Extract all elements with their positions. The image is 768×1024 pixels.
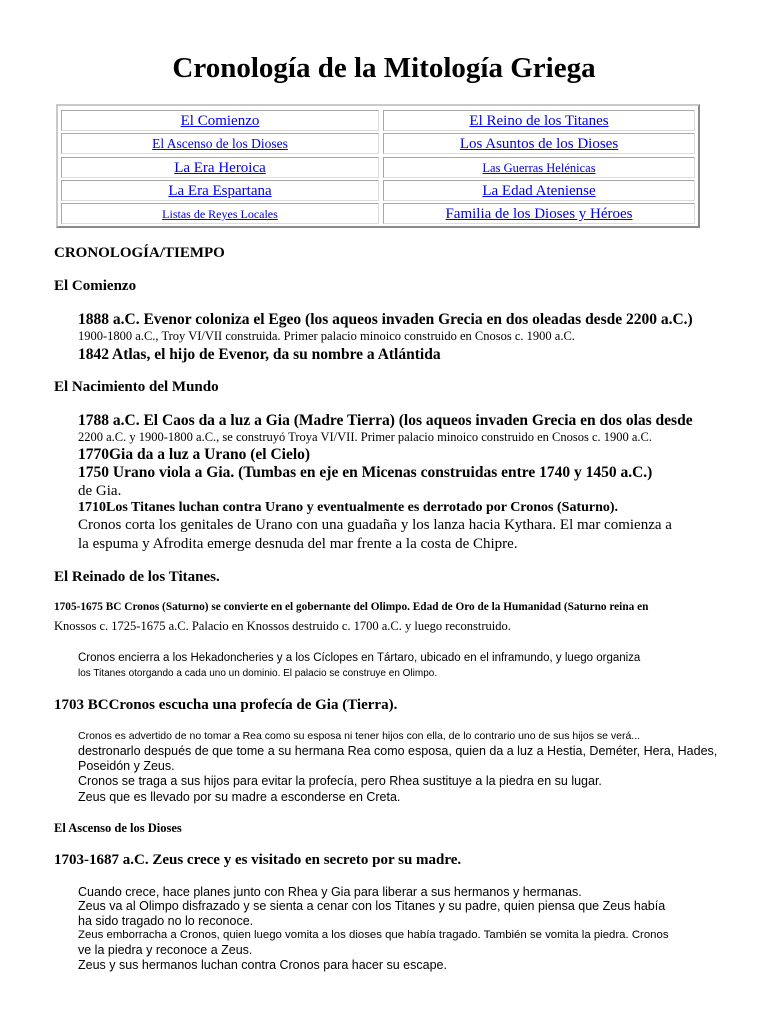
page-title: Cronología de la Mitología Griega [172, 52, 596, 84]
nav-cell [61, 203, 379, 224]
entry-tragado: ha sido tragado no lo reconoce. [78, 914, 254, 928]
entry-2200-note: 2200 a.C. y 1900-1800 a.C., se construyó Troya VI/VII. Primer palacio minoico construido en Cnosos c. 1900 a.C. [78, 430, 653, 444]
nav-link-asuntos-dioses[interactable]: Los Asuntos de los Dioses [459, 136, 619, 152]
entry-cuando-crece: Cuando crece, hace planes junto con Rhea y Gia para liberar a sus hermanos y hermanas. [78, 885, 582, 899]
entry-1703-1687: 1703-1687 a.C. Zeus crece y es visitado en secreto por su madre. [54, 852, 462, 868]
nav-cell [61, 157, 379, 178]
entry-cronos-traga: Cronos se traga a sus hijos para evitar la profecía, pero Rhea sustituye a la piedra en su lugar. [78, 774, 602, 788]
entry-zeus-creta: Zeus que es llevado por su madre a esconderse en Creta. [78, 790, 401, 804]
section-heading-reinado: El Reinado de los Titanes. [54, 569, 220, 585]
entry-de-gia: de Gia. [78, 483, 122, 499]
entry-afrodita: la espuma y Afrodita emerge desnuda del mar frente a la costa de Chipre. [78, 536, 518, 552]
entry-1750: 1750 Urano viola a Gia. (Tumbas en eje en Micenas construidas entre 1740 y 1450 a.C.) [78, 464, 653, 481]
entry-emborracha: Zeus emborracha a Cronos, quien luego vomita a los dioses que había tragado. También se vomita la piedra. Cronos [78, 929, 669, 941]
entry-ve-piedra: ve la piedra y reconoce a Zeus. [78, 943, 253, 957]
entry-cronos-corta: Cronos corta los genitales de Urano con una guadaña y los lanza hacia Kythara. El mar comienza a [78, 517, 672, 533]
nav-link-familia-dioses[interactable]: Familia de los Dioses y Héroes [445, 206, 633, 222]
nav-link-reino-titanes[interactable]: El Reino de los Titanes [469, 113, 609, 129]
section-heading-nacimiento: El Nacimiento del Mundo [54, 379, 219, 395]
nav-cell [383, 133, 695, 154]
nav-link-listas-reyes[interactable]: Listas de Reyes Locales [162, 207, 278, 221]
entry-titanes-dominio: los Titanes otorgando a cada uno un dominio. El palacio se construye en Olimpo. [78, 668, 438, 679]
nav-cell [61, 133, 379, 154]
nav-cell [383, 180, 695, 201]
entry-1888: 1888 a.C. Evenor coloniza el Egeo (los aqueos invaden Grecia en dos oleadas desde 2200 a.C.) [78, 311, 693, 328]
section-heading-1703: 1703 BCCronos escucha una profecía de Gia (Tierra). [54, 697, 398, 713]
navigation-table [56, 104, 700, 228]
chronology-heading: CRONOLOGÍA/TIEMPO [54, 245, 225, 261]
nav-cell [383, 157, 695, 178]
nav-cell [61, 180, 379, 201]
nav-cell [383, 203, 695, 224]
section-heading-ascenso: El Ascenso de los Dioses [54, 821, 182, 835]
nav-link-era-heroica[interactable]: La Era Heroica [174, 160, 266, 176]
section-heading-comienzo: El Comienzo [54, 278, 137, 294]
entry-destronarlo: destronarlo después de que tome a su hermana Rea como esposa, quien da a luz a Hestia, Deméter, Hera, Hades, [78, 744, 718, 758]
entry-zeus-olimpo: Zeus va al Olimpo disfrazado y se sienta a cenar con los Titanes y su padre, quien piensa que Zeus había [78, 899, 666, 913]
nav-link-era-espartana[interactable]: La Era Espartana [168, 183, 272, 199]
entry-hekadoncheries: Cronos encierra a los Hekadoncheries y a los Cíclopes en Tártaro, ubicado en el inframundo, y luego organiza [78, 652, 641, 664]
entry-advertido: Cronos es advertido de no tomar a Rea como su esposa ni tener hijos con ella, de lo contrario uno de sus hijos se verá... [78, 730, 641, 742]
entry-1788: 1788 a.C. El Caos da a luz a Gia (Madre Tierra) (los aqueos invaden Grecia en dos olas desde [78, 412, 693, 429]
entry-1842: 1842 Atlas, el hijo de Evenor, da su nombre a Atlántida [78, 346, 441, 363]
entry-1770: 1770Gia da a luz a Urano (el Cielo) [78, 446, 311, 463]
nav-cell [383, 110, 695, 131]
entry-1710: 1710Los Titanes luchan contra Urano y eventualmente es derrotado por Cronos (Saturno). [78, 500, 619, 515]
entry-1705: 1705-1675 BC Cronos (Saturno) se convierte en el gobernante del Olimpo. Edad de Oro de la Humanidad (Saturno reina en [54, 601, 649, 613]
nav-link-ascenso-dioses[interactable]: El Ascenso de los Dioses [152, 136, 288, 151]
nav-cell [61, 110, 379, 131]
entry-poseidon-zeus: Poseidón y Zeus. [78, 759, 175, 773]
entry-1900-note: 1900-1800 a.C., Troy VI/VII construida. Primer palacio minoico construido en Cnosos c. 1900 a.C. [78, 329, 575, 343]
nav-link-edad-ateniense[interactable]: La Edad Ateniense [482, 183, 596, 199]
entry-knossos: Knossos c. 1725-1675 a.C. Palacio en Knossos destruido c. 1700 a.C. y luego reconstruido. [54, 619, 511, 633]
nav-link-guerras-helenicas[interactable]: Las Guerras Helénicas [482, 161, 596, 175]
nav-link-el-comienzo[interactable]: El Comienzo [180, 113, 260, 129]
entry-zeus-escape: Zeus y sus hermanos luchan contra Cronos para hacer su escape. [78, 958, 447, 972]
